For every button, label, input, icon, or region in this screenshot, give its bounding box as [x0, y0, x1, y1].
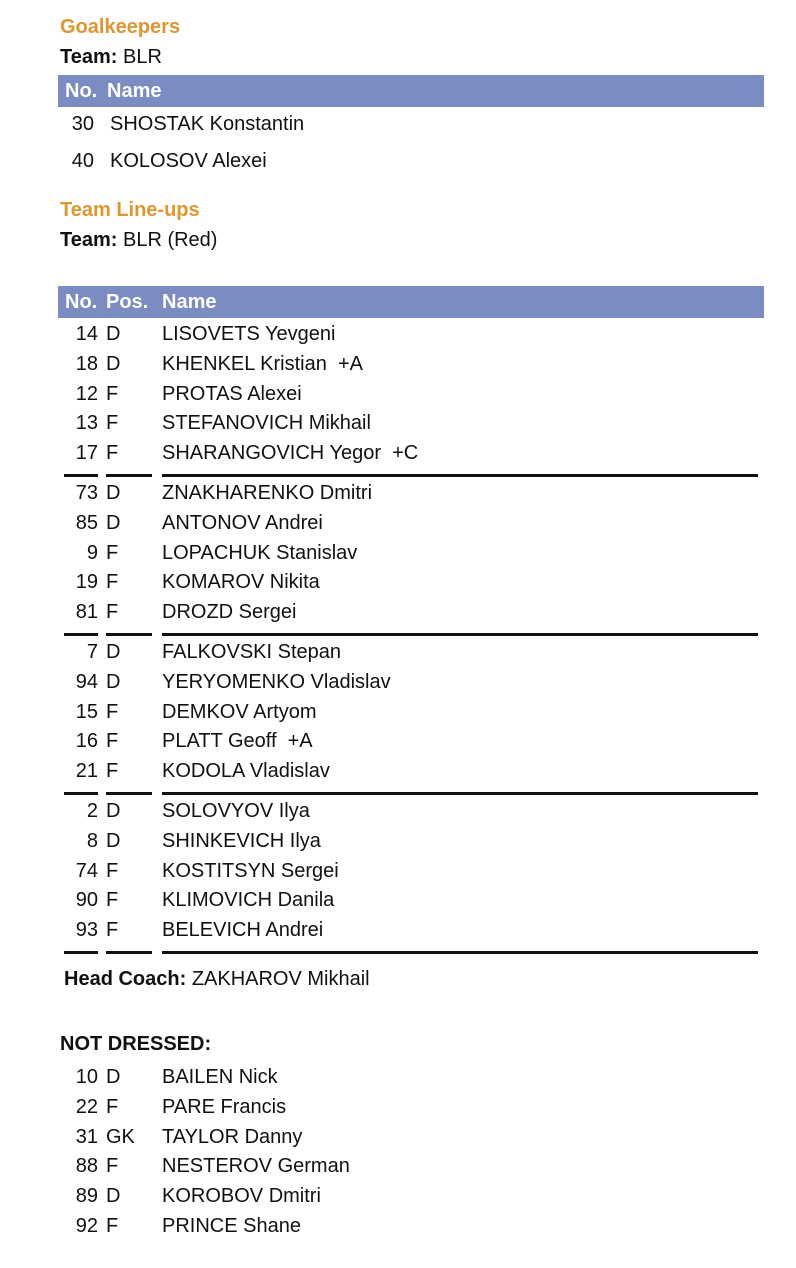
player-number: 88 — [75, 1155, 98, 1178]
table-row — [0, 538, 796, 568]
player-position: F — [106, 442, 119, 465]
player-number: 74 — [75, 859, 98, 882]
player-name: DROZD Sergei — [162, 601, 297, 624]
player-number: 31 — [75, 1125, 98, 1148]
table-row — [0, 915, 796, 945]
player-name: SHARANGOVICH Yegor +C — [162, 442, 419, 465]
header-name: Name — [107, 80, 162, 102]
player-position: F — [106, 859, 119, 882]
player-position: F — [106, 1095, 119, 1118]
player-position: D — [106, 482, 121, 504]
team-value: BLR — [122, 46, 162, 68]
player-position: D — [106, 1185, 121, 1208]
line-separator — [106, 474, 152, 477]
lineups-header — [58, 286, 764, 318]
team-label: Team: — [60, 46, 118, 68]
player-number: 89 — [75, 1185, 98, 1208]
table-row — [0, 756, 796, 786]
header-no: No. — [65, 80, 98, 102]
player-number: 94 — [75, 670, 98, 693]
table-row — [0, 319, 796, 349]
player-position: F — [106, 730, 119, 753]
table-row — [0, 1122, 796, 1152]
table-row — [0, 826, 796, 856]
line-separator — [162, 792, 758, 795]
player-position: F — [106, 571, 119, 594]
player-name: SHINKEVICH Ilya — [162, 829, 321, 852]
player-name: DEMKOV Artyom — [162, 700, 317, 723]
player-number: 92 — [75, 1215, 98, 1237]
player-number: 14 — [75, 323, 98, 345]
table-row — [0, 637, 796, 667]
player-position: F — [106, 541, 119, 564]
player-name: KOROBOV Dmitri — [162, 1185, 321, 1208]
player-number: 16 — [75, 730, 98, 753]
player-number: 17 — [75, 442, 98, 465]
table-row — [0, 1062, 796, 1092]
table-row — [0, 1181, 796, 1211]
player-position: GK — [106, 1125, 135, 1148]
player-name: KOLOSOV Alexei — [110, 150, 267, 172]
player-name: PARE Francis — [162, 1095, 287, 1118]
head-coach-label: Head Coach: — [64, 968, 187, 990]
goalkeepers-header — [58, 75, 764, 107]
player-name: SOLOVYOV Ilya — [162, 800, 310, 822]
player-name: BELEVICH Andrei — [162, 919, 324, 942]
table-row — [0, 697, 796, 727]
lineups-team-line — [60, 229, 217, 252]
table-row — [0, 478, 796, 508]
player-name: LISOVETS Yevgeni — [162, 323, 336, 345]
player-number: 19 — [75, 571, 98, 594]
player-number: 85 — [75, 511, 98, 534]
player-name: PLATT Geoff +A — [162, 730, 313, 753]
player-number: 8 — [86, 829, 98, 852]
table-row — [0, 508, 796, 538]
player-number: 40 — [71, 150, 94, 172]
player-position: F — [106, 412, 119, 435]
player-position: D — [106, 800, 121, 822]
table-row — [0, 438, 796, 468]
table-row — [0, 1092, 796, 1122]
header-name: Name — [162, 291, 217, 313]
table-row — [0, 885, 796, 915]
player-position: D — [106, 352, 121, 375]
line-separator — [64, 792, 98, 795]
head-coach — [64, 968, 370, 991]
player-position: F — [106, 1215, 119, 1237]
player-name: LOPACHUK Stanislav — [162, 541, 358, 564]
player-position: F — [106, 382, 119, 405]
player-name: NESTEROV German — [162, 1155, 350, 1178]
table-row — [0, 379, 796, 409]
line-separator — [162, 633, 758, 636]
player-number: 15 — [75, 700, 98, 723]
player-position: F — [106, 1155, 119, 1178]
player-position: D — [106, 511, 121, 534]
player-name: PROTAS Alexei — [162, 382, 302, 405]
head-coach-value: ZAKHAROV Mikhail — [191, 968, 370, 990]
not-dressed-title: NOT DRESSED: — [60, 1033, 212, 1055]
player-position: D — [106, 670, 121, 693]
player-name: PRINCE Shane — [162, 1215, 301, 1237]
player-number: 10 — [75, 1066, 98, 1088]
player-number: 12 — [75, 382, 98, 405]
table-row — [0, 349, 796, 379]
player-position: D — [106, 1066, 121, 1088]
table-row — [0, 667, 796, 697]
line-separator — [64, 474, 98, 477]
player-number: 7 — [86, 641, 98, 663]
line-separator — [64, 951, 98, 954]
player-position: F — [106, 700, 119, 723]
player-position: F — [106, 760, 119, 783]
table-row — [0, 726, 796, 756]
player-position: D — [106, 641, 121, 663]
player-name: KOMAROV Nikita — [162, 571, 320, 594]
line-separator — [106, 633, 152, 636]
player-number: 90 — [75, 889, 98, 912]
player-name: YERYOMENKO Vladislav — [162, 670, 391, 693]
goalkeepers-title: Goalkeepers — [60, 16, 181, 38]
player-number: 18 — [75, 352, 98, 375]
player-number: 73 — [75, 482, 98, 504]
player-position: F — [106, 601, 119, 624]
table-row — [0, 1151, 796, 1181]
player-position: F — [106, 919, 119, 942]
player-name: STEFANOVICH Mikhail — [162, 412, 371, 435]
player-number: 2 — [86, 800, 98, 822]
table-row — [0, 567, 796, 597]
table-row — [0, 856, 796, 886]
team-value: BLR (Red) — [122, 229, 218, 251]
player-number: 93 — [75, 919, 98, 942]
player-name: KODOLA Vladislav — [162, 760, 330, 783]
player-number: 21 — [75, 760, 98, 783]
player-number: 22 — [75, 1095, 98, 1118]
player-position: F — [106, 889, 119, 912]
table-row — [0, 796, 796, 826]
player-name: KLIMOVICH Danila — [162, 889, 335, 912]
table-row — [0, 1211, 796, 1241]
player-name: ZNAKHARENKO Dmitri — [162, 482, 373, 504]
player-name: FALKOVSKI Stepan — [162, 641, 341, 663]
player-number: 13 — [75, 412, 98, 435]
goalkeepers-team-line — [60, 46, 162, 69]
line-separator — [162, 474, 758, 477]
team-label: Team: — [60, 229, 118, 251]
line-separator — [106, 951, 152, 954]
player-position: D — [106, 323, 121, 345]
player-name: BAILEN Nick — [162, 1066, 278, 1088]
player-number: 30 — [71, 113, 94, 135]
header-pos: Pos. — [106, 291, 149, 313]
player-number: 81 — [75, 601, 98, 624]
player-name: KOSTITSYN Sergei — [162, 859, 339, 882]
table-row — [0, 146, 796, 176]
player-position: D — [106, 829, 121, 852]
line-separator — [106, 792, 152, 795]
player-name: ANTONOV Andrei — [162, 511, 323, 534]
player-name: TAYLOR Danny — [162, 1125, 303, 1148]
table-row — [0, 597, 796, 627]
player-name: KHENKEL Kristian +A — [162, 352, 364, 375]
line-separator — [64, 633, 98, 636]
table-row — [0, 109, 796, 139]
line-separator — [162, 951, 758, 954]
header-no: No. — [65, 291, 98, 313]
player-name: SHOSTAK Konstantin — [110, 113, 305, 135]
player-number: 9 — [86, 541, 98, 564]
lineups-title: Team Line-ups — [60, 199, 200, 221]
table-row — [0, 408, 796, 438]
